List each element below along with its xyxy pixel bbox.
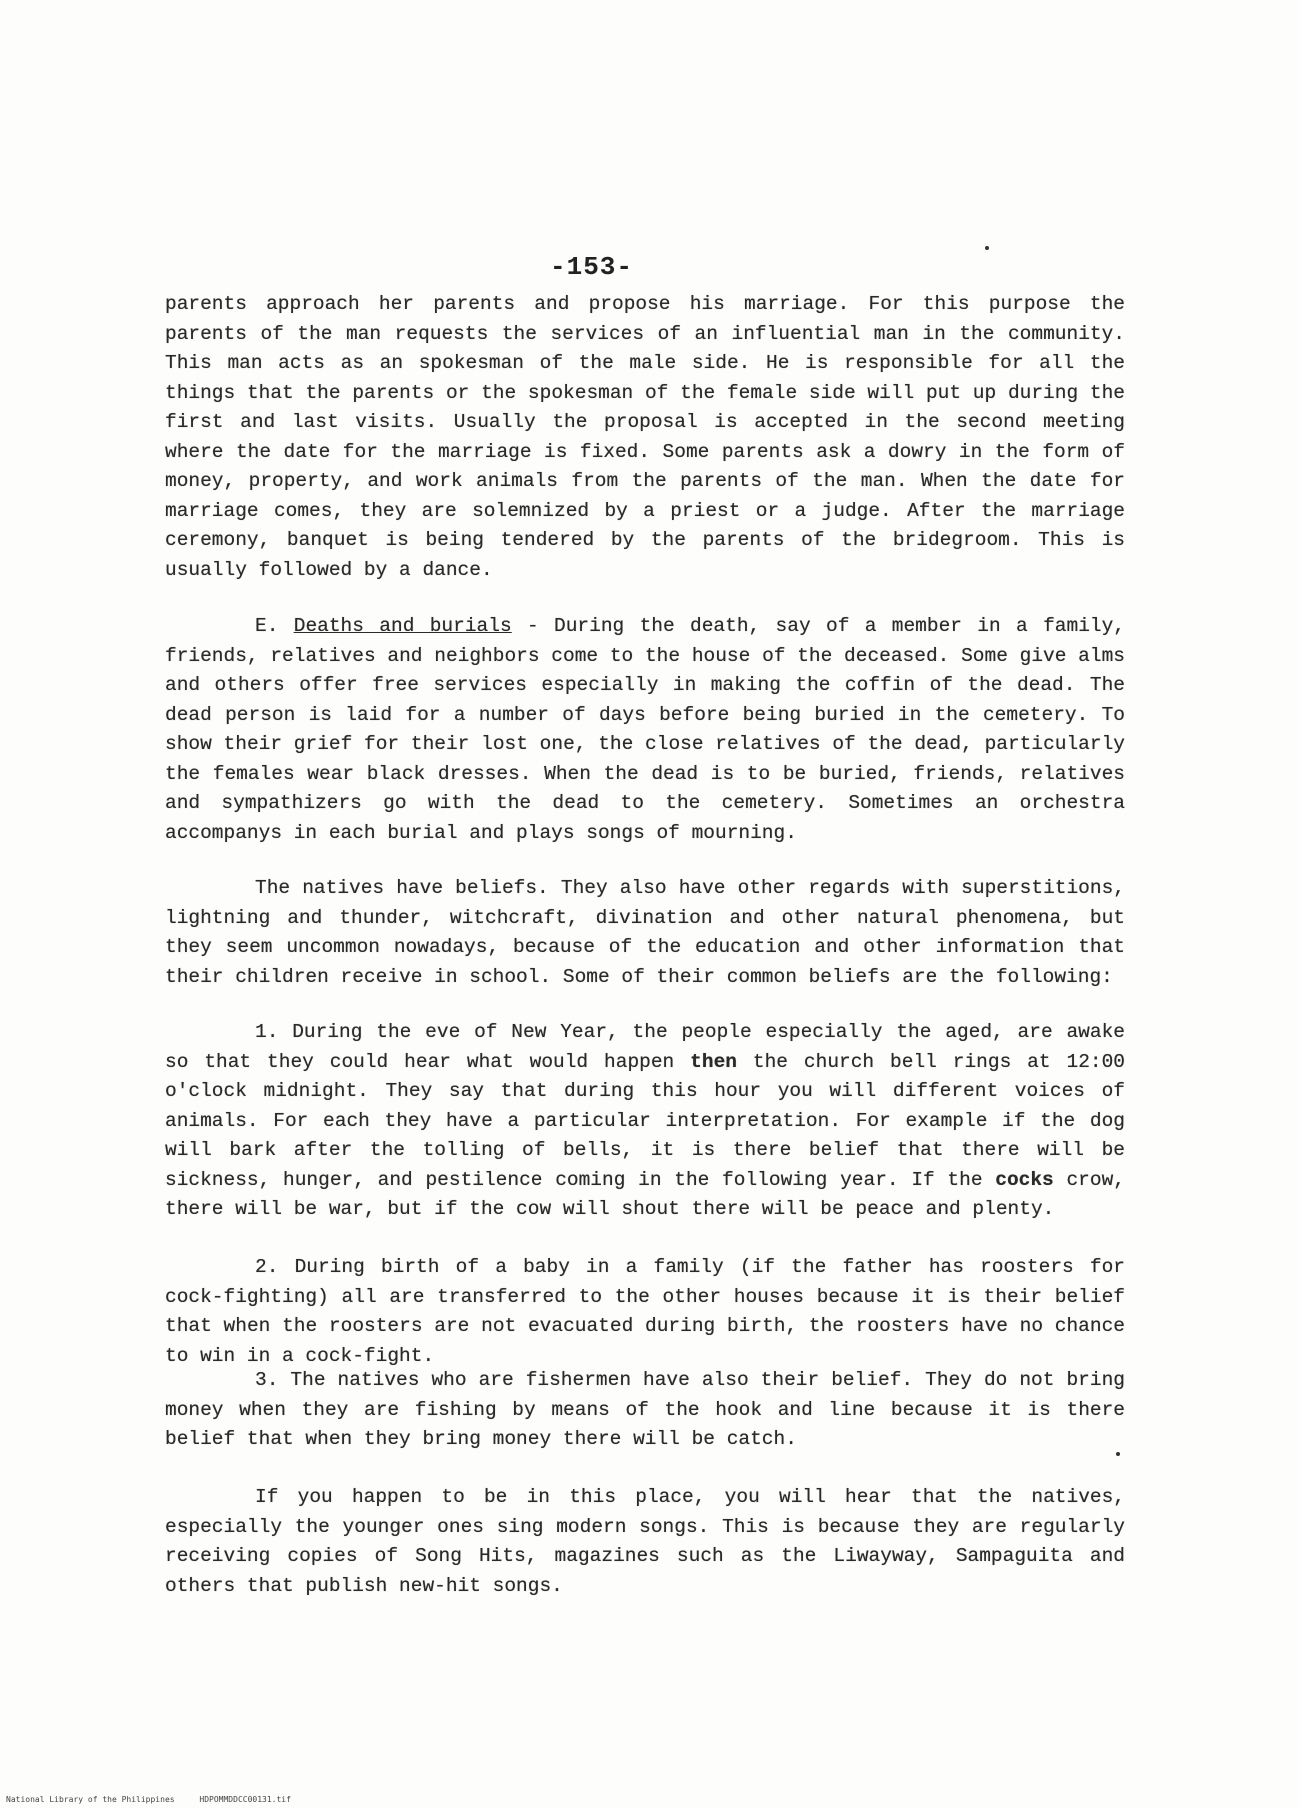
paragraph-text: [165, 1018, 1125, 1225]
text-run-bold: then: [690, 1050, 737, 1073]
paragraph-text: 2. During birth of a baby in a family (if the father has roosters for cock-fighting) all are transferred to the other houses because it is their belief that when the roosters are not evacuated during birth, the roosters have no chance to win in a cock-fight.: [165, 1256, 1125, 1367]
paragraph-text: If you happen to be in this place, you will hear that the natives, especially the younger ones sing modern songs. This is because they are regularly receiving copies of Song Hits, magazines such as the Liwayway, Sampaguita and others that publish new-hit songs.: [165, 1486, 1125, 1597]
scan-speck: [985, 246, 989, 250]
scan-speck: [1116, 1452, 1120, 1456]
paragraph-belief-new-year: [165, 1018, 1125, 1225]
footer-library: National Library of the Philippines: [6, 1795, 175, 1804]
section-heading: Deaths and burials: [293, 615, 512, 637]
paragraph-text: [165, 612, 1125, 848]
paragraph-body: - During the death, say of a member in a family, friends, relatives and neighbors come to the house of the deceased. Some give alms and others offer free services especially in making the coffin of the dead. The dead person is laid for a number of days before being buried in the cemetery. To show their grief for their lost one, the close relatives of the dead, particularly the females wear black dresses. When the dead is to be buried, friends, relatives and sympathizers go with the dead to the cemetery. Sometimes an orchestra accompanys in each burial and plays songs of mourning.: [165, 615, 1125, 844]
paragraph-marriage-continued: [165, 290, 1125, 585]
paragraph-belief-birth: [165, 1253, 1125, 1371]
paragraph-belief-fishermen: [165, 1366, 1125, 1455]
paragraph-text: The natives have beliefs. They also have other regards with superstitions, lightning and thunder, witchcraft, divination and other natural phenomena, but they seem uncommon nowadays, because of the education and other information that their children receive in school. Some of their common beliefs are the following:: [165, 877, 1125, 988]
paragraph-text: parents approach her parents and propose his marriage. For this purpose the parents of the man requests the services of an influential man in the community. This man acts as an spokesman of the male side. He is responsible for all the things that the parents or the spokesman of the female side will put up during the first and last visits. Usually the proposal is accepted in the second meeting where the date for the marriage is fixed. Some parents ask a dowry in the form of money, property, and work animals from the parents of the man. When the date for marriage comes, they are solemnized by a priest or a judge. After the marriage ceremony, banquet is being tendered by the parents of the bridegroom. This is usually followed by a dance.: [165, 293, 1125, 581]
section-letter: E.: [255, 615, 294, 637]
text-run: the church bell rings at 12:00 o'clock midnight. They say that during this hour you will different voices of animals. For each they have a particular interpretation. For example if the dog will bark after the tolling of bells, it is there belief that there will be sickness, hunger, and pestilence coming in the following year. If the: [165, 1050, 1126, 1191]
scan-footer: [6, 1795, 311, 1804]
text-run: crow, there will be war, but if the cow will shout there will be peace and plenty.: [165, 1168, 1125, 1220]
paragraph-deaths-and-burials: [165, 612, 1125, 848]
paragraph-songs: [165, 1483, 1125, 1601]
paragraph-text: 3. The natives who are fishermen have also their belief. They do not bring money when they are fishing by means of the hook and line because it is there belief that when they bring money there will be catch.: [165, 1369, 1125, 1450]
paragraph-beliefs-intro: [165, 874, 1125, 992]
text-run: 1. During the eve of New Year, the people especially the aged, are awake so that they could hear what would happen: [165, 1021, 1125, 1073]
text-run-bold: cocks: [995, 1168, 1054, 1191]
footer-file: HDPOMMDDCC00131.tif: [199, 1795, 291, 1804]
page-number: -153-: [550, 252, 634, 282]
